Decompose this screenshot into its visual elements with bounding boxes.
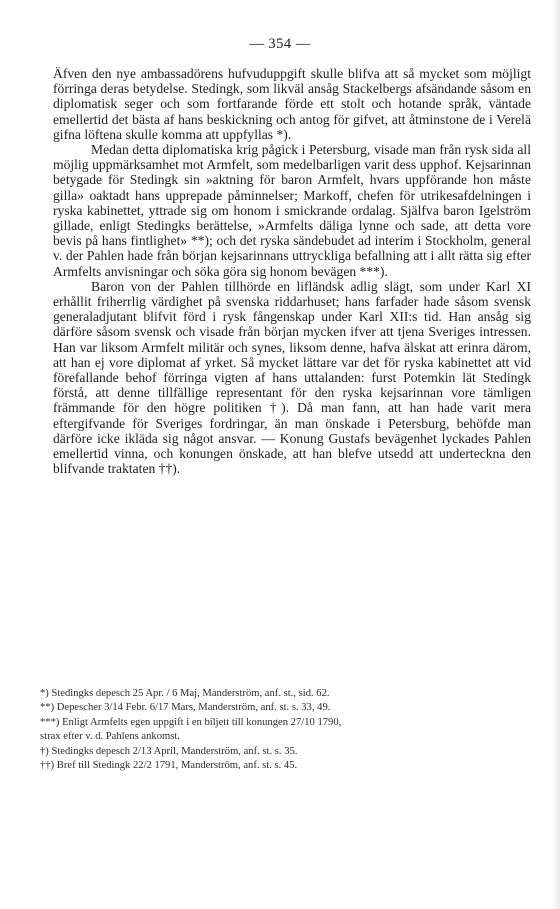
footnotes — [40, 687, 531, 773]
paragraph-1: Äfven den nye ambassadörens hufvuduppgift skulle blifva att så mycket som möjligt förringa deras betydelse. Stedingk, som likväl ansåg Stackelbergs afsändande såsom en diplomatisk seger och som fortfarande förde ett stolt och hotande språk, väntade emellertid det bästa af hans beskickning och antog för gifvet, att åtminstone de i Verelä gifna löftena skulle komma att uppfyllas *). — [53, 66, 531, 142]
footnote-3-continued: strax efter v. d. Pahlens ankomst. — [40, 731, 180, 743]
footnote-4: †) Stedingks depesch 2/13 April, Manderström, anf. st. s. 35. — [40, 745, 298, 757]
paragraph-2: Medan detta diplomatiska krig pågick i Petersburg, visade man från rysk sida all möjlig uppmärksamhet mot Armfelt, som medelbarligen varit dess upphof. Kejsarinnan betygade för Stedingk sin »aktning för baron Armfelt, hvars uppförande hon måste gilla» oaktadt hans upprepade påminnelser; Markoff, chefen för utrikesafdelningen i ryska kabinettet, yttrade sig om honom i smickrande ordalag. Själfva baron Igelström gillade, enligt Stedingks berättelse, »Armfelts däliga lynne och sade, att detta vore bevis på hans fintlighet» **); och det ryska sändebudet ad interim i Stockholm, general v. der Pahlen hade från början kejsarinnans uttryckliga befallning att i allt rätta sig efter Armfelts anvisningar och söka göra sig honom bevägen ***). — [53, 142, 531, 279]
footnote-5: ††) Bref till Stedingk 22/2 1791, Manderström, anf. st. s. 45. — [40, 760, 298, 772]
main-text — [53, 66, 531, 476]
page-number: — 354 — — [249, 36, 311, 52]
footnote-2: **) Depescher 3/14 Febr. 6/17 Mars, Manderström, anf. st. s. 33, 49. — [40, 702, 331, 714]
page-edge-shadow — [552, 0, 560, 909]
footnote-3: ***) Enligt Armfelts egen uppgift i en biljett till konungen 27/10 1790, — [40, 716, 342, 728]
footnote-1: *) Stedingks depesch 25 Apr. / 6 Maj, Manderström, anf. st., sid. 62. — [40, 688, 330, 699]
paragraph-3: Baron von der Pahlen tillhörde en lifländsk adlig slägt, som under Karl XI erhållit friherrlig värdighet på svenska riddarhuset; hans farfader hade såsom svensk generaladjutant blifvit förd i rysk fångenskap under Karl XII:s tid. Han ansåg sig därföre såsom svensk och visade från början mycken ifver att tjena Sveriges intressen. Han var liksom Armfelt militär och synes, liksom denne, hafva älskat att erinra därom, att han ej vore diplomat af yrket. Så mycket lättare var det för ryska kabinettet att vid förefallande behof förringa vigten af hans uttalanden: furst Potemkin lät Stedingk förstå, att denne tillfällige representant för den ryska kejsarinnan vore tämligen främmande för den högre politiken †). Då man fann, att han hade varit mera eftergifvande för Sveriges fordringar, än man önskade i Petersburg, behöfde man därföre icke ikläda sig något ansvar. — Konung Gustafs bevägenhet lyckades Pahlen emellertid vinna, och konungen önskade, att han blefve utsedd att underteckna den blifvande traktaten ††). — [53, 278, 531, 477]
